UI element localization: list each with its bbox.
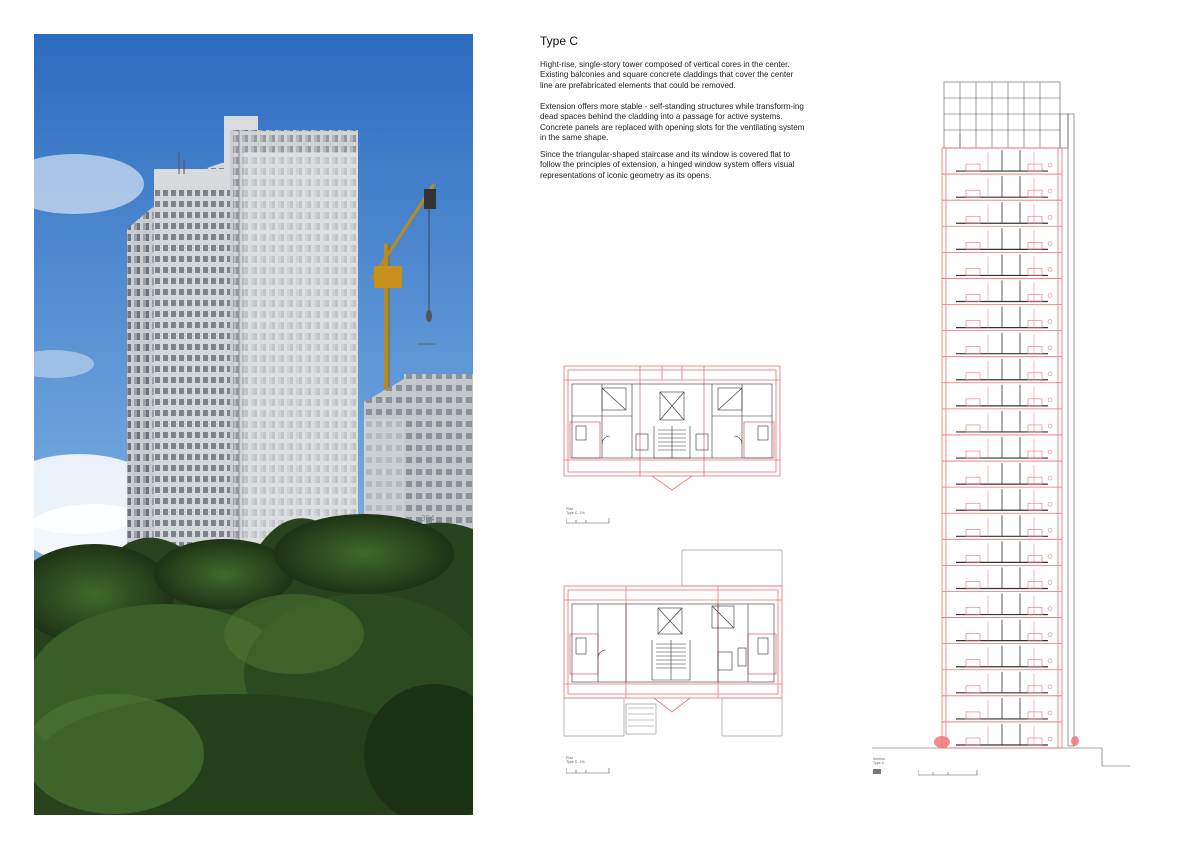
section-fixture bbox=[1048, 241, 1052, 245]
section-fixture bbox=[1048, 554, 1052, 558]
description-paragraph-1: Hight-rise, single-story tower composed of vertical cores in the center. Existing balconies and square concrete claddings that cover the center line are prefabricated elements that could be removed. bbox=[540, 60, 794, 90]
building-number: 304 bbox=[421, 514, 435, 523]
plan-top-caption bbox=[566, 507, 585, 516]
section-furniture bbox=[1028, 373, 1042, 380]
section-furniture bbox=[966, 555, 980, 562]
section-furniture bbox=[966, 373, 980, 380]
section-fixture bbox=[1048, 476, 1052, 480]
section-fixture bbox=[1048, 450, 1052, 454]
section-furniture bbox=[966, 268, 980, 275]
section-fixture bbox=[1048, 320, 1052, 324]
page-title: Type C bbox=[540, 34, 579, 48]
section-furniture bbox=[1028, 451, 1042, 458]
section-furniture bbox=[966, 529, 980, 536]
section-furniture bbox=[1028, 555, 1042, 562]
plan-top-label: Plan bbox=[566, 507, 574, 511]
section-sub: Type C bbox=[873, 761, 885, 766]
section-furniture bbox=[1028, 190, 1042, 197]
section-furniture bbox=[966, 216, 980, 223]
section-furniture bbox=[1028, 529, 1042, 536]
section-furniture bbox=[1028, 581, 1042, 588]
section-furniture bbox=[966, 608, 980, 615]
section-furniture bbox=[966, 660, 980, 667]
section-furniture bbox=[966, 242, 980, 249]
section-furniture bbox=[1028, 686, 1042, 693]
section-fixture bbox=[1048, 607, 1052, 611]
section-fixture bbox=[1048, 189, 1052, 193]
section-fixture bbox=[1048, 398, 1052, 402]
section-furniture bbox=[1028, 399, 1042, 406]
section-furniture bbox=[966, 321, 980, 328]
section-furniture bbox=[1028, 216, 1042, 223]
section-fixture bbox=[1048, 737, 1052, 741]
section-furniture bbox=[966, 190, 980, 197]
section-furniture bbox=[1028, 242, 1042, 249]
section-fixture bbox=[1048, 424, 1052, 428]
section-fixture bbox=[1048, 267, 1052, 271]
section-furniture bbox=[1028, 321, 1042, 328]
section-furniture bbox=[966, 503, 980, 510]
section-fixture bbox=[1048, 502, 1052, 506]
section-furniture bbox=[966, 712, 980, 719]
section-furniture bbox=[966, 451, 980, 458]
plan-top-sub: Type C, 1% bbox=[566, 511, 585, 516]
section-furniture bbox=[1028, 634, 1042, 641]
plan-top-scale-bar bbox=[566, 518, 610, 523]
section-fixture bbox=[1048, 711, 1052, 715]
section-furniture bbox=[1028, 425, 1042, 432]
plan-bottom-label: Plan bbox=[566, 756, 574, 760]
section-furniture bbox=[1028, 295, 1042, 302]
section-furniture bbox=[966, 477, 980, 484]
description-paragraph-3: Since the triangular-shaped staircase and its window is covered flat to follow the principles of extension, a hinged window system offers visual representations of iconic geometry as its opens. bbox=[540, 150, 795, 180]
section-furniture bbox=[1028, 503, 1042, 510]
plan-bottom-caption bbox=[566, 756, 585, 765]
section-furniture bbox=[966, 347, 980, 354]
section-scale-bar bbox=[918, 770, 978, 775]
section-fixture bbox=[1048, 659, 1052, 663]
section-furniture bbox=[1028, 268, 1042, 275]
building-section bbox=[870, 78, 1130, 773]
section-furniture bbox=[1028, 738, 1042, 745]
section-furniture bbox=[1028, 608, 1042, 615]
section-furniture bbox=[966, 425, 980, 432]
floor-plan-top bbox=[562, 364, 782, 499]
section-furniture bbox=[1028, 164, 1042, 171]
building-photo bbox=[34, 34, 473, 815]
section-fixture bbox=[1048, 294, 1052, 298]
section-label: Section bbox=[873, 757, 885, 761]
section-furniture bbox=[966, 295, 980, 302]
section-furniture bbox=[966, 581, 980, 588]
section-fixture bbox=[1048, 528, 1052, 532]
section-fixture bbox=[1048, 215, 1052, 219]
section-caption bbox=[873, 757, 885, 766]
section-marker bbox=[873, 769, 881, 774]
plan-bottom-sub: Type C, 1% bbox=[566, 760, 585, 765]
plan-bottom-scale-bar bbox=[566, 768, 610, 773]
section-furniture bbox=[966, 399, 980, 406]
section-fixture bbox=[1048, 163, 1052, 167]
section-fixture bbox=[1048, 580, 1052, 584]
section-furniture bbox=[966, 164, 980, 171]
section-furniture bbox=[966, 738, 980, 745]
section-furniture bbox=[1028, 712, 1042, 719]
floor-plan-bottom bbox=[562, 548, 784, 743]
section-fixture bbox=[1048, 372, 1052, 376]
section-furniture bbox=[966, 634, 980, 641]
section-fixture bbox=[1048, 346, 1052, 350]
section-fixture bbox=[1048, 633, 1052, 637]
section-furniture bbox=[966, 686, 980, 693]
description-paragraph-2: Extension offers more stable - self-standing structures while transform-ing dead spaces behind the cladding into a passage for active systems. Concrete panels are replaced with opening slots for the ventilating system in the same shape. bbox=[540, 102, 805, 143]
section-furniture bbox=[1028, 347, 1042, 354]
section-furniture bbox=[1028, 660, 1042, 667]
section-furniture bbox=[1028, 477, 1042, 484]
section-fixture bbox=[1048, 685, 1052, 689]
